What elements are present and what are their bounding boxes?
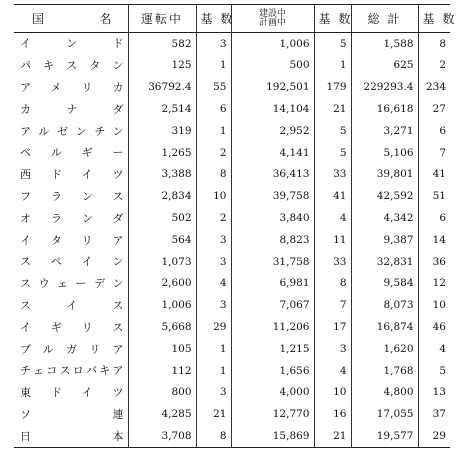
country-cell: スウェーデン	[14, 273, 128, 295]
nuclear-capacity-table	[14, 4, 457, 448]
table-row	[14, 273, 450, 295]
units-1-cell: 3	[196, 229, 231, 251]
operating-cell: 105	[128, 338, 196, 360]
operating-cell: 319	[128, 120, 196, 142]
nuclear-capacity-table-page	[14, 4, 457, 454]
construction-cell: 6,981	[231, 273, 314, 295]
total-cell: 1,768	[351, 360, 418, 382]
total-cell: 1,588	[351, 33, 418, 55]
total-cell: 42,592	[351, 186, 418, 208]
construction-cell: 14,104	[231, 98, 314, 120]
units-3-cell: 14	[418, 229, 450, 251]
units-1-cell: 6	[196, 98, 231, 120]
operating-cell: 2,600	[128, 273, 196, 295]
units-2-cell: 4	[314, 360, 351, 382]
construction-cell: 8,823	[231, 229, 314, 251]
total-cell: 5,106	[351, 142, 418, 164]
units-1-cell: 2	[196, 142, 231, 164]
country-cell: アルゼンチン	[14, 120, 128, 142]
total-cell: 19,577	[351, 425, 418, 447]
table-row	[14, 295, 450, 317]
operating-cell: 564	[128, 229, 196, 251]
units-3-cell: 8	[418, 33, 450, 55]
units-3-cell: 7	[418, 142, 450, 164]
header-total: 総 計	[351, 5, 418, 33]
operating-cell: 1,073	[128, 251, 196, 273]
table-row	[14, 251, 450, 273]
construction-cell: 4,000	[231, 382, 314, 404]
units-3-cell: 234	[418, 77, 450, 99]
units-2-cell: 41	[314, 186, 351, 208]
table-header-row	[14, 5, 450, 33]
units-3-cell: 6	[418, 120, 450, 142]
construction-cell: 36,413	[231, 164, 314, 186]
construction-cell: 1,006	[231, 33, 314, 55]
total-cell: 1,620	[351, 338, 418, 360]
units-3-cell: 37	[418, 404, 450, 426]
header-country-char-1: 国	[32, 11, 47, 26]
country-cell: イギリス	[14, 316, 128, 338]
units-3-cell: 46	[418, 316, 450, 338]
country-cell: 日本	[14, 425, 128, 447]
units-1-cell: 3	[196, 295, 231, 317]
table-row	[14, 55, 450, 77]
operating-cell: 3,388	[128, 164, 196, 186]
operating-cell: 5,668	[128, 316, 196, 338]
country-cell: チェコスロバキア	[14, 360, 128, 382]
header-country-char-2: 名	[99, 11, 114, 26]
construction-cell: 2,952	[231, 120, 314, 142]
total-cell: 625	[351, 55, 418, 77]
units-1-cell: 1	[196, 120, 231, 142]
construction-cell: 11,206	[231, 316, 314, 338]
table-row	[14, 98, 450, 120]
country-cell: 西ドイツ	[14, 164, 128, 186]
table-row	[14, 164, 450, 186]
construction-cell: 4,141	[231, 142, 314, 164]
table-row	[14, 360, 450, 382]
construction-cell: 39,758	[231, 186, 314, 208]
operating-cell: 125	[128, 55, 196, 77]
country-cell: ソ連	[14, 404, 128, 426]
header-units-1: 基 数	[196, 5, 231, 33]
units-2-cell: 5	[314, 120, 351, 142]
table-row	[14, 404, 450, 426]
units-2-cell: 33	[314, 164, 351, 186]
operating-cell: 2,834	[128, 186, 196, 208]
table-row	[14, 338, 450, 360]
units-1-cell: 3	[196, 382, 231, 404]
units-2-cell: 10	[314, 382, 351, 404]
units-3-cell: 41	[418, 164, 450, 186]
operating-cell: 800	[128, 382, 196, 404]
construction-cell: 500	[231, 55, 314, 77]
units-3-cell: 2	[418, 55, 450, 77]
construction-cell: 12,770	[231, 404, 314, 426]
units-1-cell: 1	[196, 55, 231, 77]
header-units-2: 基 数	[314, 5, 351, 33]
table-row	[14, 186, 450, 208]
table-row	[14, 142, 450, 164]
total-cell: 3,271	[351, 120, 418, 142]
operating-cell: 112	[128, 360, 196, 382]
operating-cell: 582	[128, 33, 196, 55]
total-cell: 9,584	[351, 273, 418, 295]
total-cell: 16,874	[351, 316, 418, 338]
units-2-cell: 5	[314, 142, 351, 164]
total-cell: 17,055	[351, 404, 418, 426]
units-3-cell: 51	[418, 186, 450, 208]
units-3-cell: 6	[418, 207, 450, 229]
country-cell: パキスタン	[14, 55, 128, 77]
units-2-cell: 21	[314, 98, 351, 120]
units-1-cell: 1	[196, 338, 231, 360]
units-1-cell: 3	[196, 33, 231, 55]
units-1-cell: 8	[196, 425, 231, 447]
table-row	[14, 425, 450, 447]
table-row	[14, 120, 450, 142]
units-3-cell: 13	[418, 382, 450, 404]
country-cell: スペイン	[14, 251, 128, 273]
header-construction-line-1: 建設中	[258, 8, 286, 19]
table-row	[14, 229, 450, 251]
total-cell: 9,387	[351, 229, 418, 251]
construction-cell: 31,758	[231, 251, 314, 273]
units-3-cell: 12	[418, 273, 450, 295]
total-cell: 39,801	[351, 164, 418, 186]
table-body	[14, 33, 450, 448]
operating-cell: 1,265	[128, 142, 196, 164]
operating-cell: 3,708	[128, 425, 196, 447]
operating-cell: 36792.4	[128, 77, 196, 99]
header-construction-line-2: 計画中	[258, 17, 286, 28]
units-3-cell: 10	[418, 295, 450, 317]
construction-cell: 15,869	[231, 425, 314, 447]
units-3-cell: 36	[418, 251, 450, 273]
units-2-cell: 11	[314, 229, 351, 251]
units-2-cell: 5	[314, 33, 351, 55]
table-row	[14, 382, 450, 404]
units-1-cell: 8	[196, 164, 231, 186]
country-cell: イタリア	[14, 229, 128, 251]
country-cell: カナダ	[14, 98, 128, 120]
table-row	[14, 207, 450, 229]
construction-cell: 7,067	[231, 295, 314, 317]
units-1-cell: 21	[196, 404, 231, 426]
units-2-cell: 33	[314, 251, 351, 273]
units-2-cell: 21	[314, 425, 351, 447]
units-2-cell: 17	[314, 316, 351, 338]
country-cell: オランダ	[14, 207, 128, 229]
total-cell: 229293.4	[351, 77, 418, 99]
country-cell: ベルギー	[14, 142, 128, 164]
units-2-cell: 8	[314, 273, 351, 295]
units-2-cell: 1	[314, 55, 351, 77]
operating-cell: 2,514	[128, 98, 196, 120]
construction-cell: 3,840	[231, 207, 314, 229]
country-cell: アメリカ	[14, 77, 128, 99]
total-cell: 4,342	[351, 207, 418, 229]
table-row	[14, 316, 450, 338]
table-row	[14, 77, 450, 99]
units-1-cell: 4	[196, 273, 231, 295]
units-2-cell: 179	[314, 77, 351, 99]
units-1-cell: 1	[196, 360, 231, 382]
header-units-3: 基 数	[418, 5, 450, 33]
units-2-cell: 16	[314, 404, 351, 426]
construction-cell: 192,501	[231, 77, 314, 99]
operating-cell: 4,285	[128, 404, 196, 426]
header-construction	[231, 5, 314, 33]
units-3-cell: 4	[418, 338, 450, 360]
units-1-cell: 55	[196, 77, 231, 99]
units-1-cell: 2	[196, 207, 231, 229]
units-2-cell: 3	[314, 338, 351, 360]
units-3-cell: 5	[418, 360, 450, 382]
units-1-cell: 29	[196, 316, 231, 338]
total-cell: 16,618	[351, 98, 418, 120]
country-cell: ブルガリア	[14, 338, 128, 360]
operating-cell: 502	[128, 207, 196, 229]
total-cell: 32,831	[351, 251, 418, 273]
table-row	[14, 33, 450, 55]
units-2-cell: 4	[314, 207, 351, 229]
construction-cell: 1,656	[231, 360, 314, 382]
construction-cell: 1,215	[231, 338, 314, 360]
header-operating: 運転中	[128, 5, 196, 33]
units-2-cell: 7	[314, 295, 351, 317]
country-cell: インド	[14, 33, 128, 55]
total-cell: 4,800	[351, 382, 418, 404]
units-1-cell: 3	[196, 251, 231, 273]
country-cell: 東ドイツ	[14, 382, 128, 404]
units-3-cell: 27	[418, 98, 450, 120]
operating-cell: 1,006	[128, 295, 196, 317]
country-cell: スイス	[14, 295, 128, 317]
header-country	[14, 5, 128, 33]
units-1-cell: 10	[196, 186, 231, 208]
country-cell: フランス	[14, 186, 128, 208]
total-cell: 8,073	[351, 295, 418, 317]
units-3-cell: 29	[418, 425, 450, 447]
